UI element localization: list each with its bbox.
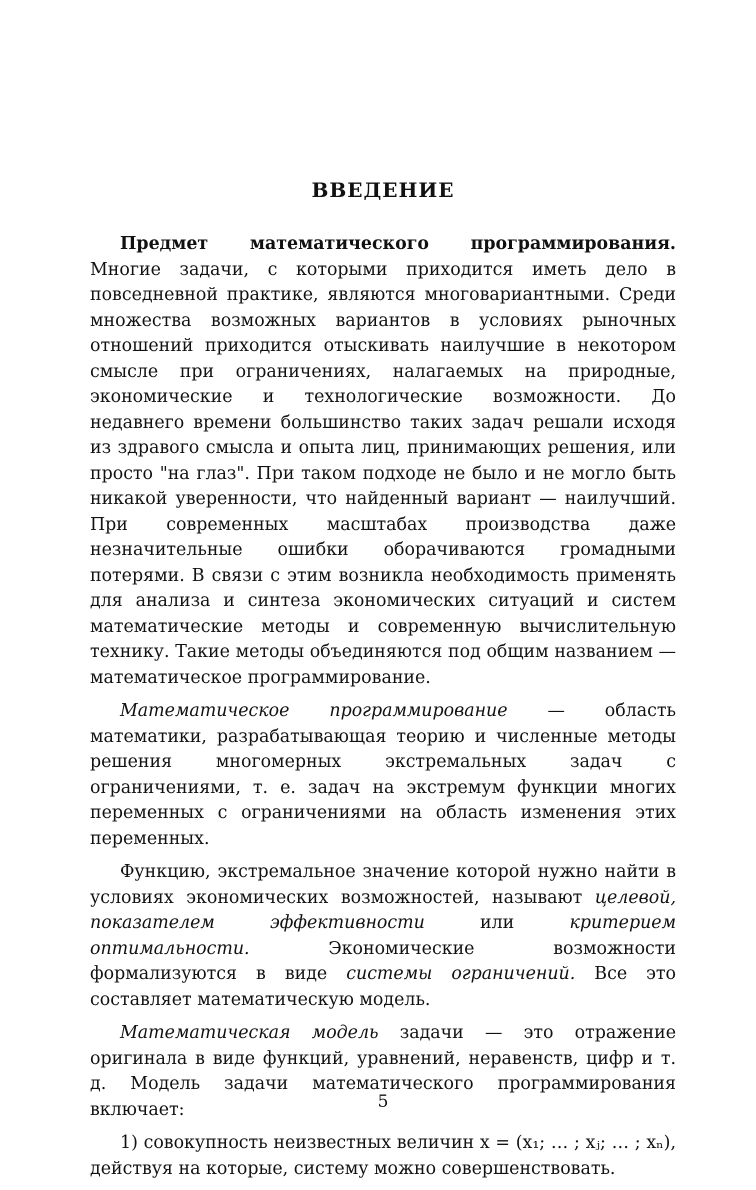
paragraph-list-item-1: [90, 1131, 676, 1182]
section-heading: Предмет математического программирования.: [120, 234, 676, 254]
paragraph-subject: [90, 232, 676, 691]
formula-unknowns: x = (x₁; … ; xⱼ; … ; xₙ): [479, 1133, 671, 1153]
chapter-title: ВВЕДЕНИЕ: [311, 178, 455, 202]
paragraph-text: задачи — это отражение оригинала в виде функций, уравнений, неравенств, цифр и т. д. Модель задачи математического программирования включает:: [90, 1023, 676, 1120]
paragraph-text: Многие задачи, с которыми приходится иметь дело в повседневной практике, являются многовариантными. Среди множества возможных вариантов в условиях рыночных отношений приходится отыскивать наилучшие в некотором смысле при ограничениях, налагаемых на природные, экономические и технологические возможности. До недавнего времени большинство таких задач решали исходя из здравого смысла и опыта лиц, принимающих решения, или просто "на глаз". При таком подходе не было и не могло быть никакой уверенности, что найденный вариант — наилучший. При современных масштабах производства даже незначительные ошибки оборачиваются громадными потерями. В связи с этим возникла необходимость применять для анализа и синтеза экономических ситуаций и систем математические методы и современную вычислительную технику. Такие методы объединяются под общим названием — математическое программирование.: [90, 259, 676, 688]
page-number: 5: [377, 1092, 389, 1112]
paragraph-text: Экономические возможности формализуются в виде: [90, 938, 676, 984]
paragraph-objective-function: [90, 860, 676, 1013]
paragraph-text: , действуя на которые, систему можно совершенствовать.: [90, 1133, 676, 1179]
paragraph-text: или: [424, 913, 570, 933]
body-text: [90, 232, 676, 1190]
paragraph-text: Все это составляет математическую модель.: [90, 964, 676, 1010]
term-math-programming: Математическое программирование: [120, 701, 508, 721]
term-optimality-criterion: критерием оптимальности.: [90, 913, 676, 959]
paragraph-definition: [90, 699, 676, 852]
paragraph-text: 1) совокупность неизвестных величин: [120, 1133, 480, 1153]
paragraph-text: Функцию, экстремальное значение которой нужно найти в условиях экономических возможностей, называют: [90, 862, 676, 908]
paragraph-text: — область математики, разрабатывающая теорию и численные методы решения многомерных экстремальных задач с ограничениями, т. е. задач на экстремум функции многих переменных с ограничениями на область изменения этих переменных.: [90, 701, 676, 849]
book-page: [90, 0, 676, 1182]
term-math-model: Математическая модель: [120, 1023, 379, 1043]
term-constraints-system: системы ограничений.: [346, 964, 576, 984]
term-objective: целевой, показателем эффективности: [90, 887, 676, 933]
